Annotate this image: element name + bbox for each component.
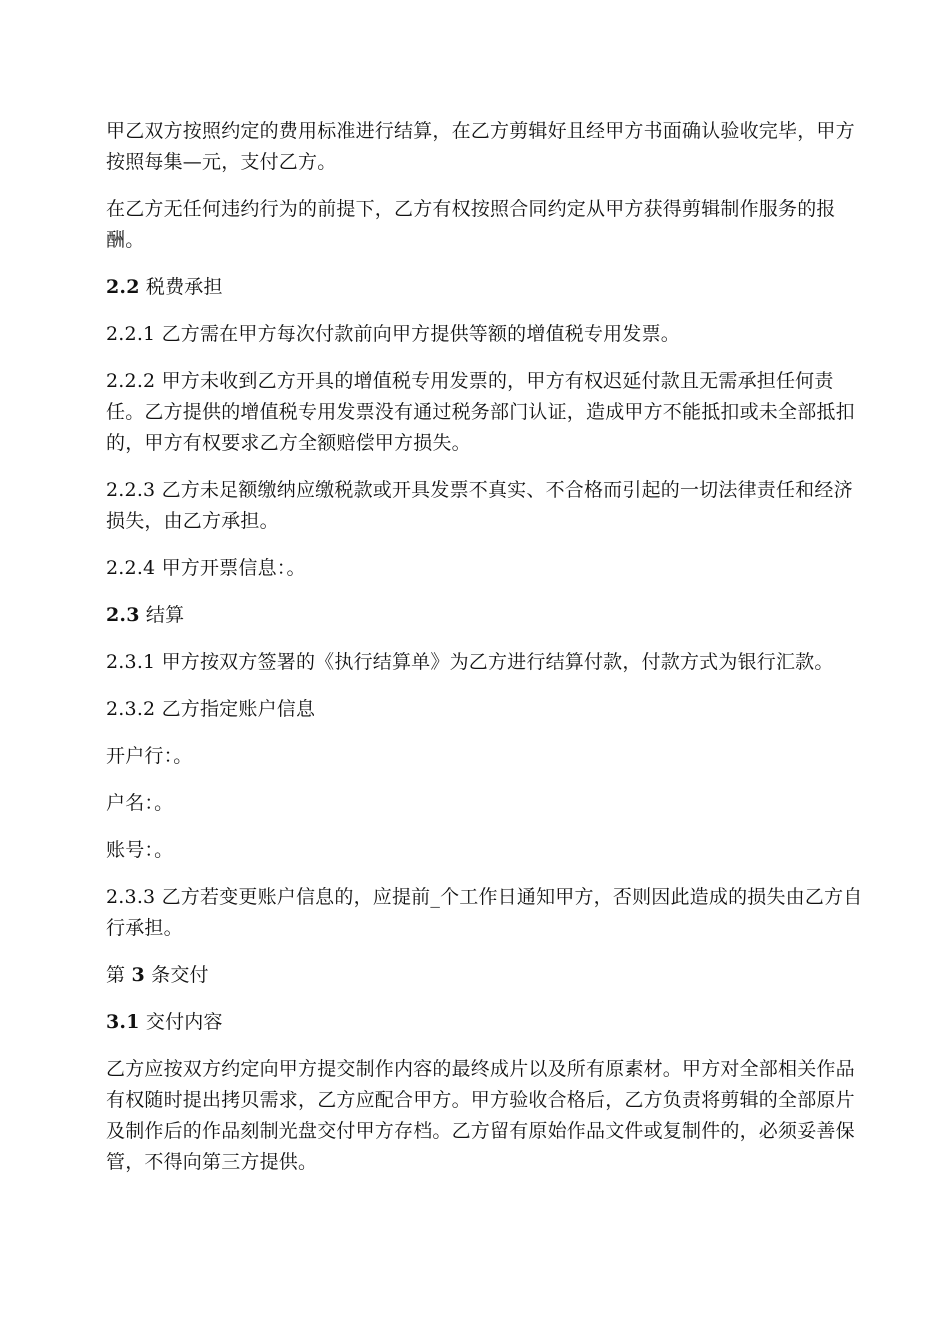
clause-2-2-2 bbox=[106, 366, 866, 459]
clause-text: 2.3.2 乙方指定账户信息 bbox=[106, 698, 316, 720]
clause-text: 2.2.2 甲方未收到乙方开具的增值税专用发票的，甲方有权迟延付款且无需承担任何责任。乙方提供的增值税专用发票没有通过税务部门认证，造成甲方不能抵扣或未全部抵扣的，甲方有权要求乙方全额赔偿甲方损失。 bbox=[106, 370, 855, 454]
section-title: 结算 bbox=[139, 604, 185, 626]
section-heading-2-2 bbox=[106, 272, 866, 303]
article-title: 条交付 bbox=[144, 964, 209, 986]
clause-2-3-2 bbox=[106, 694, 866, 725]
clause-text: 2.3.1 甲方按双方签署的《执行结算单》为乙方进行结算付款，付款方式为银行汇款。 bbox=[106, 651, 834, 673]
clause-2-2-4 bbox=[106, 553, 866, 584]
clause-2-3-3 bbox=[106, 882, 866, 944]
paragraph-text: 在乙方无任何违约行为的前提下，乙方有权按照合同约定从甲方获得剪辑制作服务的报酬。 bbox=[106, 198, 836, 251]
clause-text: 2.2.4 甲方开票信息：。 bbox=[106, 557, 306, 579]
bank-label: 开户行：。 bbox=[106, 745, 193, 767]
section-number: 3.1 bbox=[106, 1011, 140, 1033]
section-number: 2.3 bbox=[106, 604, 140, 626]
section-title: 交付内容 bbox=[139, 1011, 223, 1033]
paragraph-text: 乙方应按双方约定向甲方提交制作内容的最终成片以及所有原素材。甲方对全部相关作品有权随时提出拷贝需求，乙方应配合甲方。甲方验收合格后，乙方负责将剪辑的全部原片及制作后的作品刻制光盘交付甲方存档。乙方留有原始作品文件或复制件的，必须妥善保管，不得向第三方提供。 bbox=[106, 1058, 855, 1173]
section-number: 2.2 bbox=[106, 276, 140, 298]
clause-2-2-3 bbox=[106, 475, 866, 537]
section-heading-3-1 bbox=[106, 1007, 866, 1038]
clause-text: 2.3.3 乙方若变更账户信息的，应提前_个工作日通知甲方，否则因此造成的损失由乙方自行承担。 bbox=[106, 886, 863, 939]
article-heading-3 bbox=[106, 960, 866, 991]
account-name-line bbox=[106, 788, 866, 819]
section-heading-2-3 bbox=[106, 600, 866, 631]
document-body bbox=[106, 116, 866, 1194]
clause-text: 2.2.1 乙方需在甲方每次付款前向甲方提供等额的增值税专用发票。 bbox=[106, 323, 680, 345]
article-number: 3 bbox=[131, 964, 145, 986]
clause-text: 2.2.3 乙方未足额缴纳应缴税款或开具发票不真实、不合格而引起的一切法律责任和经济损失，由乙方承担。 bbox=[106, 479, 853, 532]
paragraph-settlement-terms bbox=[106, 116, 866, 178]
account-number-line bbox=[106, 835, 866, 866]
clause-2-2-1 bbox=[106, 319, 866, 350]
paragraph-text: 甲乙双方按照约定的费用标准进行结算，在乙方剪辑好且经甲方书面确认验收完毕，甲方按照每集—元，支付乙方。 bbox=[106, 120, 855, 173]
account-name-label: 户名：。 bbox=[106, 792, 174, 814]
paragraph-delivery-content bbox=[106, 1054, 866, 1178]
bank-line bbox=[106, 741, 866, 772]
article-prefix: 第 bbox=[106, 964, 132, 986]
section-title: 税费承担 bbox=[139, 276, 223, 298]
paragraph-remuneration-right bbox=[106, 194, 866, 256]
account-number-label: 账号：。 bbox=[106, 839, 174, 861]
clause-2-3-1 bbox=[106, 647, 866, 678]
